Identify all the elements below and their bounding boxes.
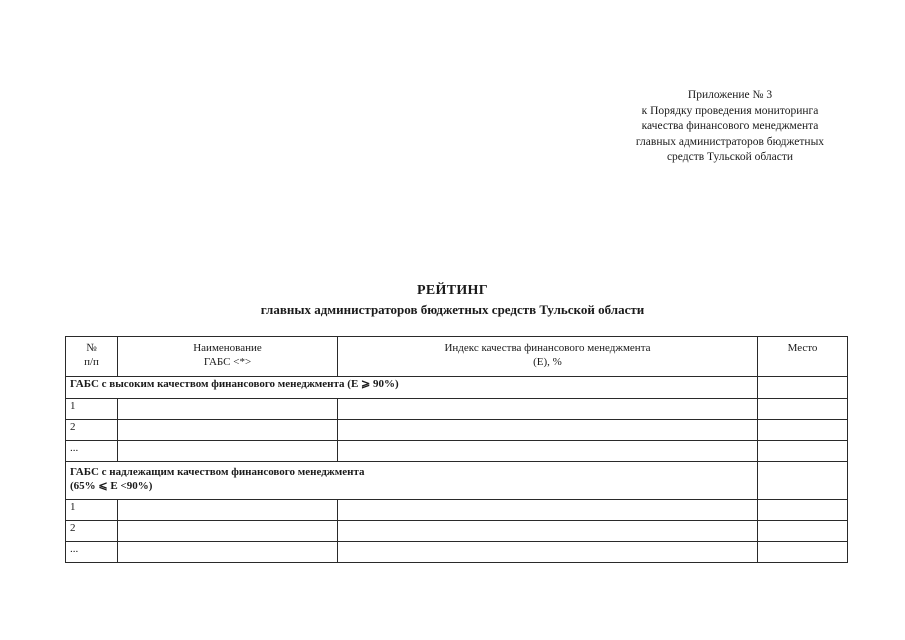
row-number: 2 bbox=[66, 521, 118, 542]
name-cell bbox=[118, 441, 338, 462]
appendix-line: качества финансового менеджмента bbox=[641, 120, 819, 132]
index-cell bbox=[338, 500, 758, 521]
name-cell bbox=[118, 542, 338, 563]
index-cell bbox=[338, 441, 758, 462]
place-cell bbox=[758, 420, 848, 441]
table-row bbox=[66, 420, 848, 441]
section-row-high bbox=[66, 377, 848, 399]
row-number: ... bbox=[66, 441, 118, 462]
table-row bbox=[66, 399, 848, 420]
section-row-adequate bbox=[66, 462, 848, 500]
place-cell bbox=[758, 377, 848, 399]
rating-table bbox=[65, 336, 848, 563]
header-place: Место bbox=[758, 337, 848, 377]
appendix-line: главных администраторов бюджетных bbox=[635, 135, 825, 148]
index-cell bbox=[338, 542, 758, 563]
section-label: ГАБС с надлежащим качеством финансового менеджмента (65% ⩽ Е <90%) bbox=[66, 462, 758, 500]
place-cell bbox=[758, 521, 848, 542]
row-number: 1 bbox=[66, 500, 118, 521]
table-row bbox=[66, 542, 848, 563]
row-number: ... bbox=[66, 542, 118, 563]
place-cell bbox=[758, 500, 848, 521]
index-cell bbox=[338, 420, 758, 441]
row-number: 1 bbox=[66, 399, 118, 420]
header-index: Индекс качества финансового менеджмента (Е), % bbox=[338, 337, 758, 377]
appendix-line: к Порядку проведения мониторинга bbox=[641, 104, 819, 117]
header-name: Наименование ГАБС <*> bbox=[118, 337, 338, 377]
index-cell bbox=[338, 521, 758, 542]
header-number: № п/п bbox=[66, 337, 118, 377]
place-cell bbox=[758, 462, 848, 500]
document-title: РЕЙТИНГ bbox=[417, 283, 488, 298]
document-subtitle: главных администраторов бюджетных средств Тульской области bbox=[260, 302, 645, 317]
place-cell bbox=[758, 399, 848, 420]
place-cell bbox=[758, 542, 848, 563]
row-number: 2 bbox=[66, 420, 118, 441]
table-row bbox=[66, 441, 848, 462]
section-label: ГАБС с высоким качеством финансового менеджмента (Е ⩾ 90%) bbox=[66, 377, 758, 399]
index-cell bbox=[338, 399, 758, 420]
name-cell bbox=[118, 420, 338, 441]
appendix-line: средств Тульской области bbox=[666, 151, 794, 163]
name-cell bbox=[118, 521, 338, 542]
place-cell bbox=[758, 441, 848, 462]
name-cell bbox=[118, 500, 338, 521]
table-header-row bbox=[66, 337, 848, 377]
table-row bbox=[66, 521, 848, 542]
appendix-note bbox=[560, 88, 900, 166]
appendix-line: Приложение № 3 bbox=[687, 89, 773, 101]
name-cell bbox=[118, 399, 338, 420]
table-row bbox=[66, 500, 848, 521]
